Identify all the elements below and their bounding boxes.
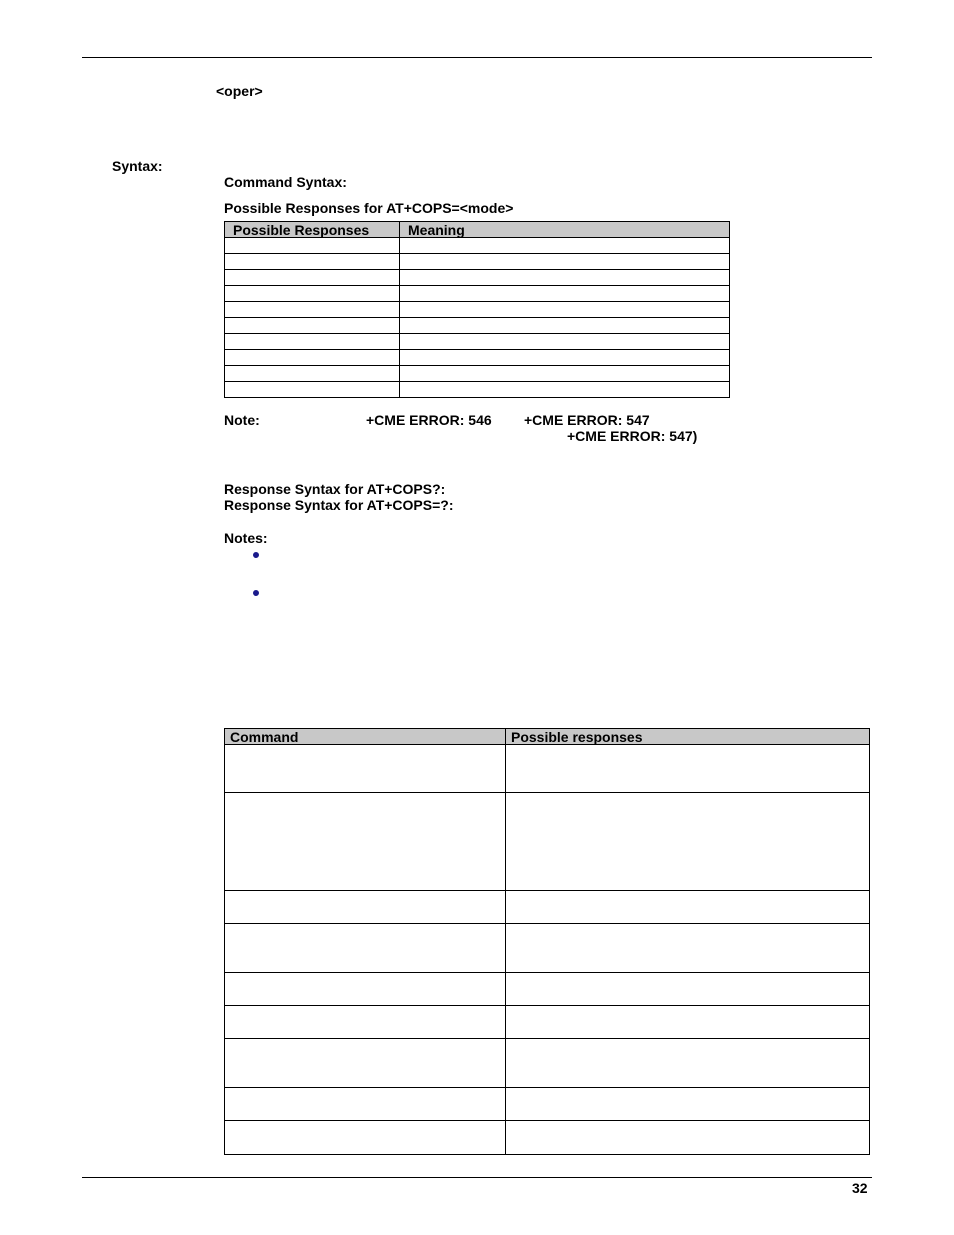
table-row: [225, 254, 730, 270]
table-row: [225, 1088, 870, 1121]
possible-responses-heading: Possible Responses for AT+COPS=<mode>: [224, 200, 514, 216]
footer-rule: [82, 1177, 872, 1178]
note-error-547-continued: +CME ERROR: 547): [567, 428, 698, 444]
table-row: [225, 286, 730, 302]
bullet-icon: [253, 552, 259, 558]
header-rule: [82, 57, 872, 58]
table-row: [225, 270, 730, 286]
table-cell: [506, 1006, 870, 1039]
table-row: [225, 302, 730, 318]
table-cell: [400, 302, 730, 318]
table-cell: [506, 1121, 870, 1155]
note-label: Note:: [224, 412, 260, 428]
header-possible-responses: Possible responses: [506, 729, 870, 745]
table-row: [225, 745, 870, 793]
table-cell: [506, 1088, 870, 1121]
table-cell: [225, 924, 506, 973]
table-cell: [400, 350, 730, 366]
table-cell: [225, 318, 400, 334]
syntax-label: Syntax:: [112, 158, 163, 174]
table-cell: [225, 382, 400, 398]
table-cell: [506, 891, 870, 924]
note-error-547: +CME ERROR: 547: [524, 412, 650, 428]
command-syntax-label: Command Syntax:: [224, 174, 347, 190]
table-cell: [506, 973, 870, 1006]
table-cell: [225, 973, 506, 1006]
table-row: [225, 1039, 870, 1088]
table-row: [225, 924, 870, 973]
note-error-546: +CME ERROR: 546: [366, 412, 492, 428]
table-cell: [225, 891, 506, 924]
table-cell: [225, 745, 506, 793]
bullet-icon: [253, 590, 259, 596]
table-cell: [400, 318, 730, 334]
table-cell: [225, 1088, 506, 1121]
header-meaning: Meaning: [400, 222, 730, 238]
table-row: [225, 366, 730, 382]
commands-table-header-row: [225, 729, 870, 745]
header-possible-responses: Possible Responses: [225, 222, 400, 238]
table-cell: [400, 238, 730, 254]
table-cell: [225, 793, 506, 891]
table-cell: [225, 1039, 506, 1088]
table-cell: [400, 334, 730, 350]
response-syntax-query: Response Syntax for AT+COPS?:: [224, 481, 446, 497]
table-row: [225, 793, 870, 891]
table-cell: [225, 1121, 506, 1155]
table-row: [225, 1121, 870, 1155]
table-row: [225, 891, 870, 924]
response-syntax-test: Response Syntax for AT+COPS=?:: [224, 497, 454, 513]
table-cell: [225, 238, 400, 254]
table-row: [225, 1006, 870, 1039]
table-row: [225, 318, 730, 334]
table-cell: [400, 270, 730, 286]
table-cell: [400, 254, 730, 270]
header-command: Command: [225, 729, 506, 745]
table-cell: [506, 1039, 870, 1088]
table-cell: [400, 286, 730, 302]
table-row: [225, 973, 870, 1006]
table-cell: [225, 302, 400, 318]
table-cell: [225, 366, 400, 382]
responses-table-header-row: [225, 222, 730, 238]
oper-parameter: <oper>: [216, 83, 263, 99]
table-row: [225, 382, 730, 398]
table-cell: [225, 270, 400, 286]
table-cell: [506, 924, 870, 973]
table-cell: [225, 254, 400, 270]
table-cell: [506, 793, 870, 891]
notes-label: Notes:: [224, 530, 268, 546]
responses-table: [224, 221, 730, 398]
commands-table: [224, 728, 870, 1155]
table-cell: [225, 350, 400, 366]
table-cell: [225, 1006, 506, 1039]
table-row: [225, 334, 730, 350]
table-cell: [225, 334, 400, 350]
table-cell: [400, 366, 730, 382]
table-cell: [225, 286, 400, 302]
page-number: 32: [852, 1180, 868, 1196]
table-cell: [400, 382, 730, 398]
table-row: [225, 350, 730, 366]
table-cell: [506, 745, 870, 793]
table-row: [225, 238, 730, 254]
